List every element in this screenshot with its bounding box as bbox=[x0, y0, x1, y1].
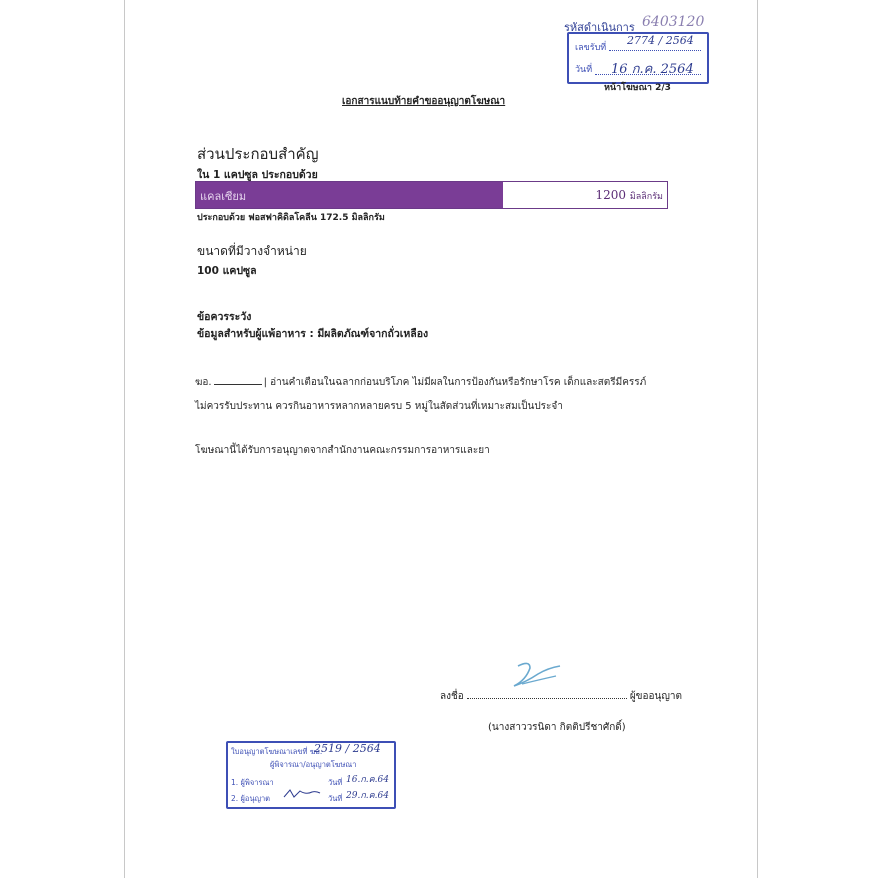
ingredient-amount-value: 1200 bbox=[595, 188, 626, 202]
stamp-date-value: 16 ก.ค. 2564 bbox=[611, 62, 694, 77]
approval-stamp bbox=[226, 741, 396, 809]
approver-date-label: วันที่ bbox=[328, 794, 343, 803]
blank-line bbox=[214, 384, 262, 385]
officer-title: ผู้พิจารณา/อนุญาตโฆษณา bbox=[270, 760, 357, 769]
signature-line bbox=[440, 689, 682, 704]
package-value: 100 แคปซูล bbox=[197, 265, 257, 277]
section-title: ส่วนประกอบสำคัญ bbox=[197, 145, 319, 163]
reviewer-date: 16.ก.ค.64 bbox=[346, 775, 389, 785]
stamp-received-value: 2774 / 2564 bbox=[627, 34, 694, 47]
stamp-code-label: รหัสดำเนินการ bbox=[564, 21, 635, 34]
permit-value: 2519 / 2564 bbox=[314, 742, 381, 755]
reviewer-date-label: วันที่ bbox=[328, 778, 343, 787]
warning-line-1 bbox=[195, 375, 646, 390]
approver-initials bbox=[282, 787, 322, 801]
capsule-intro: ใน 1 แคปซูล ประกอบด้วย bbox=[197, 169, 318, 181]
stamp-received-label: เลขรับที่ bbox=[575, 43, 607, 53]
reviewer-label: 1. ผู้พิจารณา bbox=[231, 778, 274, 787]
warning-line-2: ไม่ควรรับประทาน ควรกินอาหารหลากหลายครบ 5 หมู่ในสัดส่วนที่เหมาะสมเป็นประจำ bbox=[195, 401, 563, 412]
ingredient-amount bbox=[595, 188, 663, 203]
approver-date: 29.ก.ค.64 bbox=[346, 791, 389, 801]
signature-role: ผู้ขออนุญาต bbox=[629, 691, 682, 702]
ingredient-name: แคลเซียม bbox=[200, 190, 247, 203]
ingredient-note: ประกอบด้วย ฟอสฟาคิดิลโคลีน 172.5 มิลลิกรัม bbox=[197, 213, 385, 223]
ingredient-unit: มิลลิกรัม bbox=[629, 192, 663, 202]
signature-dots bbox=[467, 698, 627, 699]
ingredient-row bbox=[195, 181, 668, 209]
document-title: เอกสารแนบท้ายคำขออนุญาตโฆษณา bbox=[342, 96, 506, 107]
document-page bbox=[124, 0, 758, 878]
permit-label: ใบอนุญาตโฆษณาเลขที่ ฆอ. bbox=[231, 747, 323, 756]
page-number: หน้าโฆษณา 2/3 bbox=[604, 83, 671, 93]
signature-scribble bbox=[508, 658, 568, 692]
stamp-date-label: วันที่ bbox=[575, 65, 593, 75]
allergen-info: ข้อมูลสำหรับผู้แพ้อาหาร : มีผลิตภัณฑ์จากถั่วเหลือง bbox=[197, 328, 429, 340]
package-label: ขนาดที่มีวางจำหน่าย bbox=[197, 244, 307, 258]
approval-statement: โฆษณานี้ได้รับการอนุญาตจากสำนักงานคณะกรรมการอาหารและยา bbox=[195, 445, 490, 456]
signatory-name: (นางสาววรนิดา กิตติปรีชาศักดิ์) bbox=[488, 722, 626, 733]
receipt-stamp bbox=[564, 14, 710, 84]
warning-text-1: | อ่านคำเตือนในฉลากก่อนบริโภค ไม่มีผลในการป้องกันหรือรักษาโรค เด็กและสตรีมีครรภ์ bbox=[263, 377, 647, 388]
warning-prefix: ฆอ. bbox=[195, 377, 212, 388]
stamp-code-value: 6403120 bbox=[642, 14, 705, 30]
stamp-dots bbox=[609, 50, 701, 51]
stamp-box bbox=[567, 32, 709, 84]
caution-title: ข้อควรระวัง bbox=[197, 311, 252, 323]
signature-label: ลงชื่อ bbox=[440, 691, 464, 702]
approver-label: 2. ผู้อนุญาต bbox=[231, 794, 271, 803]
